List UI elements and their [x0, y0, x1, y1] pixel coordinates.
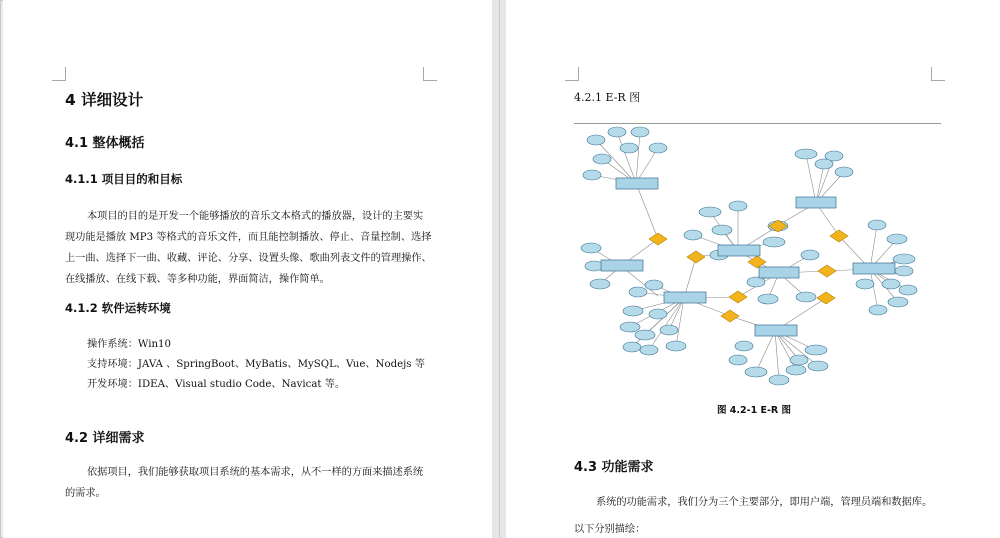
er-relationships — [649, 220, 848, 322]
figure-caption: 图 4.2-1 E-R 图 — [717, 405, 792, 416]
paragraph-line: 系统的功能需求，我们分为三个主要部分，即用户端，管理员端和数据库。 — [596, 497, 933, 508]
env-line-dev: 开发环境：IDEA、Visual studio Code、Navicat 等。 — [87, 379, 346, 390]
section-4-2-1-title: 4.2.1 E-R 图 — [574, 91, 641, 104]
paragraph-line: 依据项目，我们能够获取项目系统的基本需求，从不一样的方面来描述系统 — [87, 467, 424, 478]
right-page — [506, 0, 1000, 538]
crop-mark-top-left — [565, 67, 579, 81]
paragraph-line: 以下分别描绘： — [574, 524, 646, 535]
crop-mark-top-right — [931, 67, 945, 81]
crop-mark-top-left — [52, 67, 66, 81]
paragraph-line: 在线播放、在线下载、等多种功能，界面简洁，操作简单。 — [65, 274, 330, 285]
page-divider — [499, 0, 500, 538]
paragraph-line: 上一曲、选择下一曲、收藏、评论、分享、设置头像、歌曲列表文件的管理操作、 — [65, 253, 432, 264]
paragraph-line: 本项目的目的是开发一个能够播放的音乐文本格式的播放器，设计的主要实 — [87, 211, 424, 222]
paragraph-line: 现功能是播放 MP3 等格式的音乐文件，而且能控制播放、停止、音量控制、选择 — [65, 232, 432, 243]
env-line-os: 操作系统：Win10 — [87, 339, 172, 350]
left-page — [3, 0, 492, 538]
section-4-1-2-title: 4.1.2 软件运转环境 — [65, 301, 171, 315]
chapter-4-title: 4 详细设计 — [65, 91, 144, 109]
paragraph-line: 的需求。 — [65, 488, 106, 499]
section-4-3-title: 4.3 功能需求 — [574, 460, 654, 475]
section-4-1-title: 4.1 整体概括 — [65, 136, 145, 151]
er-diagram — [574, 124, 944, 394]
section-4-2-title: 4.2 详细需求 — [65, 431, 145, 446]
section-4-1-1-title: 4.1.1 项目目的和目标 — [65, 172, 183, 186]
env-line-support: 支持环境：JAVA 、SpringBoot、MyBatis、MySQL、Vue、Nodejs 等 — [87, 359, 425, 370]
crop-mark-top-right — [423, 67, 437, 81]
